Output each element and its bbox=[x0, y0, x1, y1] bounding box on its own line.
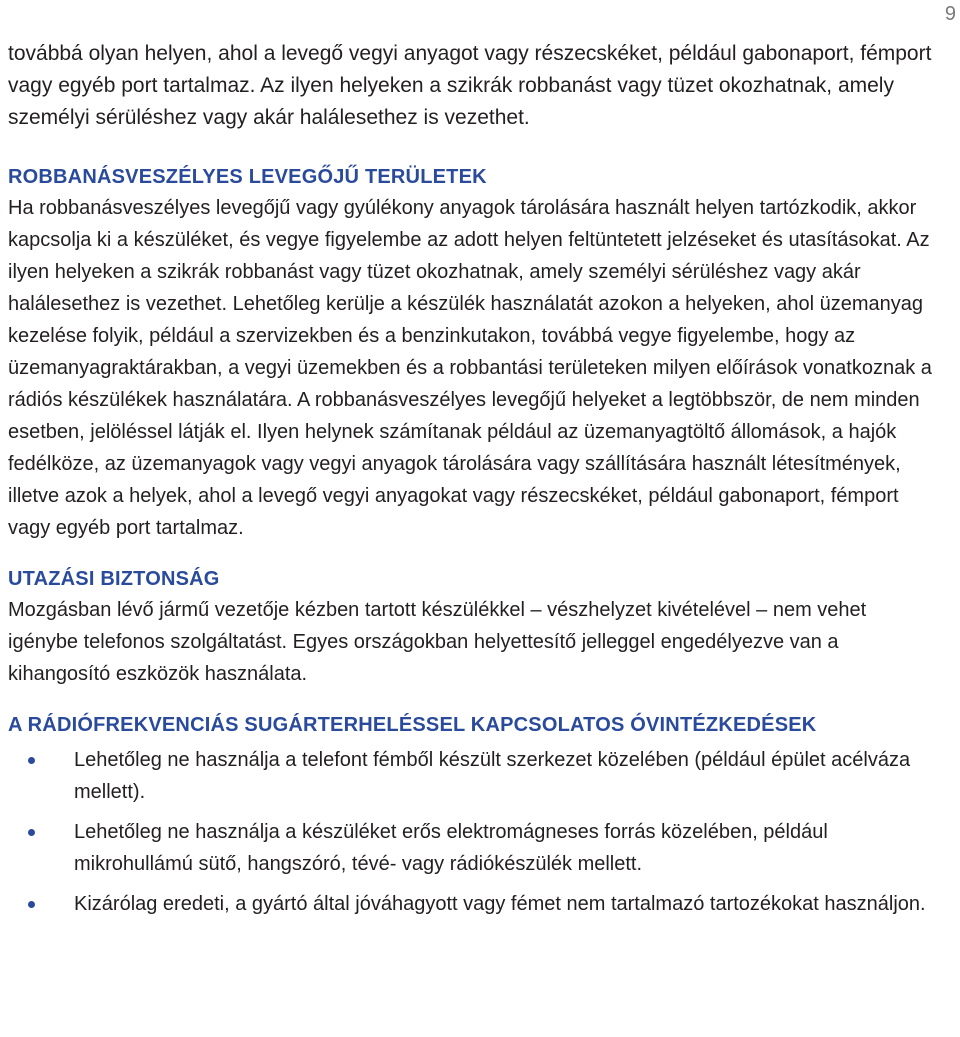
bullet-icon bbox=[28, 757, 35, 764]
heading-travel-safety: UTAZÁSI BIZTONSÁG bbox=[8, 568, 220, 590]
bullet-icon bbox=[28, 901, 35, 908]
bullet-icon bbox=[28, 829, 35, 836]
intro-paragraph: továbbá olyan helyen, ahol a levegő vegyi anyagot vagy részecskéket, például gabonaport, fémport vagy egyéb port tartalmaz. Az ilyen helyeken a szikrák robbanást vagy tüzet okozhatnak, amely személyi sérüléshez vagy akár halálesethez is vezethet. bbox=[8, 42, 932, 129]
list-item-text: Lehetőleg ne használja a telefont fémből készült szerkezet közelében (például épület acélváza mellett). bbox=[74, 749, 911, 803]
page-number: 9 bbox=[944, 3, 956, 25]
paragraph-travel-safety: Mozgásban lévő jármű vezetője kézben tartott készülékkel – vészhelyzet kivételével – nem vehet igénybe telefonos szolgáltatást. Egyes országokban helyettesítő jelleggel engedélyezve van a kihangosító eszközök használata. bbox=[8, 599, 867, 685]
rf-precautions-list bbox=[8, 744, 938, 920]
list-item-text: Kizárólag eredeti, a gyártó által jóváhagyott vagy fémet nem tartalmazó tartozékokat használjon. bbox=[74, 893, 926, 915]
list-item bbox=[8, 816, 938, 880]
paragraph-explosive-areas: Ha robbanásveszélyes levegőjű vagy gyúlékony anyagok tárolására használt helyen tartózkodik, akkor kapcsolja ki a készüléket, és vegye figyelembe az adott helyen feltüntetett jelzéseket és utasításokat. Az ilyen helyeken a szikrák robbanást vagy tüzet okozhatnak, amely személyi sérüléshez vagy akár halálesethez is vezethet. Lehetőleg kerülje a készülék használatát azokon a helyeken, ahol üzemanyag kezelése folyik, például a szervizekben és a benzinkutakon, továbbá vegye figyelembe, hogy az üzemanyagraktárakban, a vegyi üzemekben és a robbantási területeken milyen előírások vonatkoznak a rádiós készülékek használatára. A robbanásveszélyes levegőjű helyeket a legtöbbször, de nem minden esetben, jelöléssel látják el. Ilyen helynek számítanak például az üzemanyagtöltő állomások, a hajók fedélközе, az üzemanyagok vagy vegyi anyagok tárolására vagy szállítására használt létesítmények, illetve azok a helyek, ahol a levegő vegyi anyagokat vagy részecskéket, például gabonaport, fémport vagy egyéb port tartalmaz. bbox=[8, 197, 932, 539]
list-item-text: Lehetőleg ne használja a készüléket erős elektromágneses forrás közelében, például mikrohullámú sütő, hangszóró, tévé- vagy rádiókészülék mellett. bbox=[74, 821, 828, 875]
list-item bbox=[8, 744, 938, 808]
heading-explosive-areas: ROBBANÁSVESZÉLYES LEVEGŐJŰ TERÜLETEK bbox=[8, 166, 487, 188]
document-page bbox=[8, 38, 938, 928]
heading-rf-precautions: A RÁDIÓFREKVENCIÁS SUGÁRTERHELÉSSEL KAPCSOLATOS ÓVINTÉZKEDÉSEK bbox=[8, 714, 817, 736]
list-item bbox=[8, 888, 938, 920]
